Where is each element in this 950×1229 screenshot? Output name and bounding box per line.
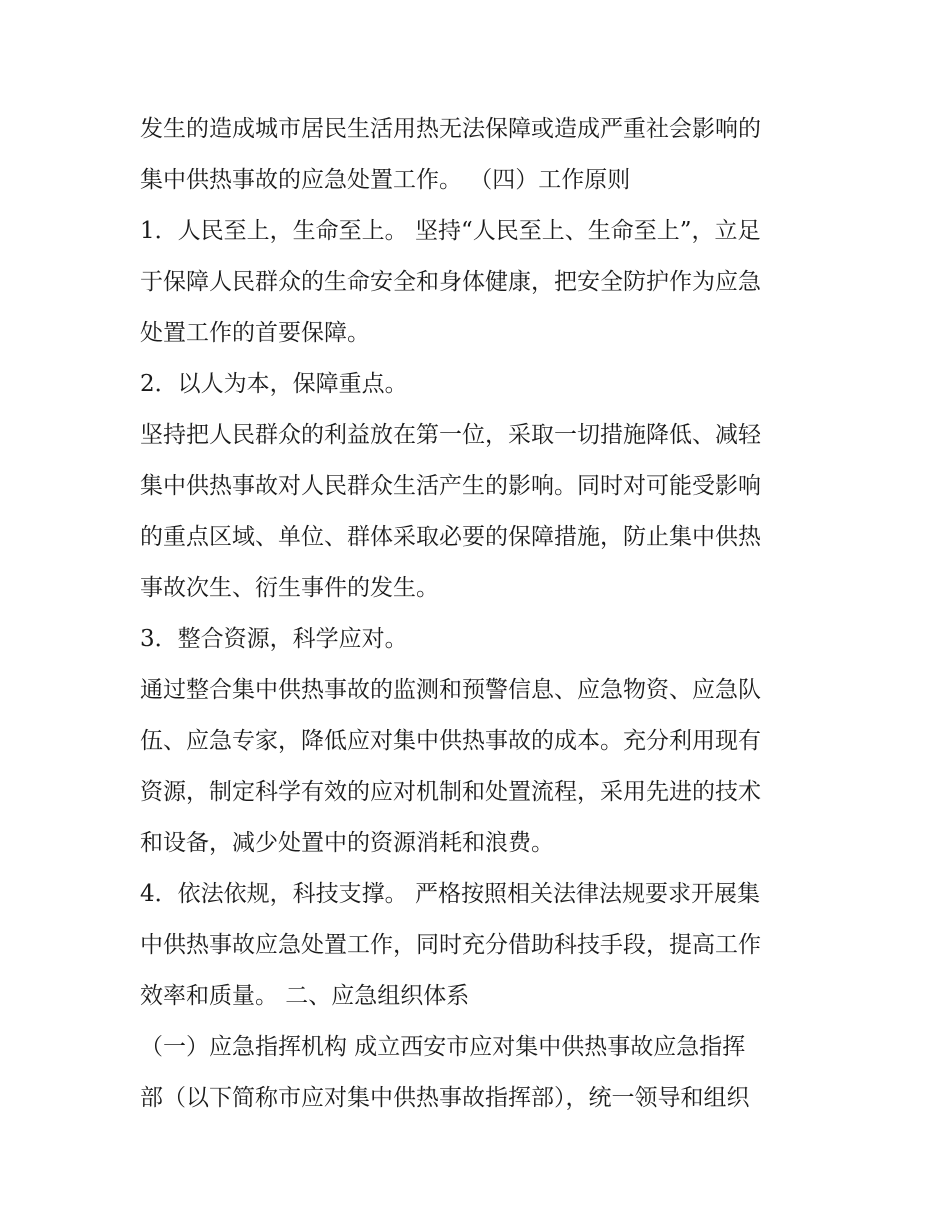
document-body [140,104,830,1124]
text-line: 伍、应急专家，降低应对集中供热事故的成本。充分利用现有 [140,728,761,754]
text-line: 通过整合集中供热事故的监测和预警信息、应急物资、应急队 [140,677,761,703]
text-line: 4．依法依规，科技支撑。 严格按照相关法律法规要求开展集 [140,881,760,907]
text-line: 效率和质量。 二、应急组织体系 [140,983,470,1009]
text-line: 的重点区域、单位、群体采取必要的保障措施，防止集中供热 [140,524,761,550]
text-line: 1．人民至上，生命至上。 坚持“人民至上、生命至上”，立足 [140,218,761,244]
text-line: 资源，制定科学有效的应对机制和处置流程，采用先进的技术 [140,779,761,805]
text-line: 发生的造成城市居民生活用热无法保障或造成严重社会影响的 [140,116,761,142]
text-line: 集中供热事故的应急处置工作。 （四）工作原则 [140,167,631,193]
text-line: 集中供热事故对人民群众生活产生的影响。同时对可能受影响 [140,473,761,499]
text-line: （一）应急指挥机构 成立西安市应对集中供热事故应急指挥 [140,1034,746,1060]
text-line: 2．以人为本，保障重点。 [140,371,408,397]
text-line: 部（以下简称市应对集中供热事故指挥部），统一领导和组织 [140,1085,750,1111]
text-line: 事故次生、衍生事件的发生。 [140,575,439,601]
text-line: 坚持把人民群众的利益放在第一位，采取一切措施降低、减轻 [140,422,761,448]
text-line: 3．整合资源，科学应对。 [140,626,408,652]
text-line: 于保障人民群众的生命安全和身体健康，把安全防护作为应急 [140,269,761,295]
text-line: 处置工作的首要保障。 [140,320,370,346]
text-line: 和设备，减少处置中的资源消耗和浪费。 [140,830,554,856]
text-line: 中供热事故应急处置工作，同时充分借助科技手段，提高工作 [140,932,761,958]
